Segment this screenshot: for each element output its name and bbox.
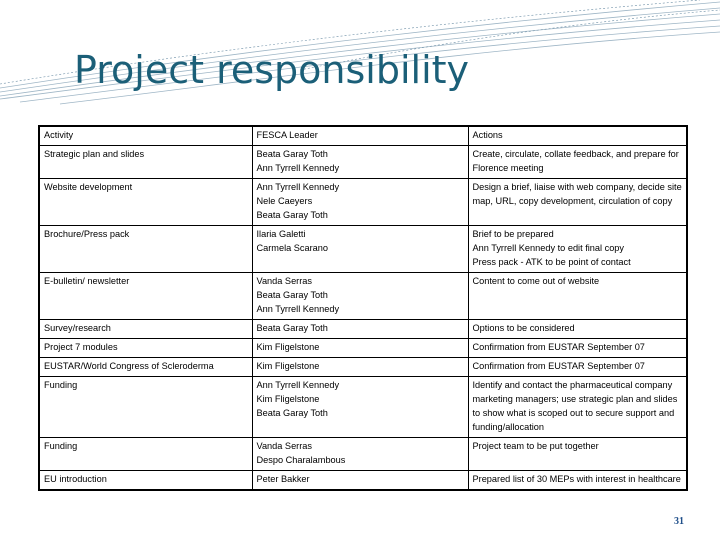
leader-name: Ilaria Galetti <box>256 229 306 239</box>
leader-cell <box>252 358 468 377</box>
activity-text: Strategic plan and slides <box>44 149 145 159</box>
actions-cell <box>468 226 687 273</box>
action-text: Identify and contact the pharmaceutical company marketing managers; use strategic plan and slides to show what is scoped out to secure support and funding/allocation <box>472 380 678 432</box>
leader-name: Beata Garay Toth <box>256 290 328 300</box>
action-text: Create, circulate, collate feedback, and prepare for Florence meeting <box>472 149 679 173</box>
leader-name: Vanda Serras <box>256 441 312 451</box>
activity-cell <box>39 438 252 471</box>
activity-text: Brochure/Press pack <box>44 229 130 239</box>
table-header-row <box>39 126 687 146</box>
leader-cell <box>252 320 468 339</box>
activity-cell <box>39 320 252 339</box>
activity-text: Survey/research <box>44 323 111 333</box>
action-text: Options to be considered <box>472 323 575 333</box>
leader-name: Kim Fligelstone <box>256 394 320 404</box>
actions-cell <box>468 377 687 438</box>
action-text: Design a brief, liaise with web company, decide site map, URL, copy development, circulation of copy <box>472 182 682 206</box>
leader-name: Ann Tyrrell Kennedy <box>256 163 340 173</box>
column-header-leader: FESCA Leader <box>252 126 468 146</box>
table-row <box>39 273 687 320</box>
activity-cell <box>39 146 252 179</box>
leader-name: Kim Fligelstone <box>256 342 320 352</box>
page-number: 31 <box>674 516 684 527</box>
activity-cell <box>39 377 252 438</box>
activity-text: E-bulletin/ newsletter <box>44 276 130 286</box>
leader-name: Ann Tyrrell Kennedy <box>256 182 340 192</box>
leader-name: Beata Garay Toth <box>256 323 328 333</box>
column-header-actions: Actions <box>468 126 687 146</box>
action-text: Ann Tyrrell Kennedy to edit final copy <box>472 243 625 253</box>
leader-cell <box>252 471 468 491</box>
actions-cell <box>468 339 687 358</box>
table-row <box>39 471 687 491</box>
leader-name: Peter Bakker <box>256 474 310 484</box>
activity-text: Project 7 modules <box>44 342 118 352</box>
action-text: Confirmation from EUSTAR September 07 <box>472 361 645 371</box>
table-row <box>39 438 687 471</box>
actions-cell <box>468 358 687 377</box>
leader-name: Beata Garay Toth <box>256 149 328 159</box>
table-row <box>39 146 687 179</box>
activity-cell <box>39 339 252 358</box>
column-header-activity: Activity <box>39 126 252 146</box>
actions-cell <box>468 146 687 179</box>
leader-cell <box>252 339 468 358</box>
leader-name: Beata Garay Toth <box>256 408 328 418</box>
actions-cell <box>468 320 687 339</box>
activity-text: Funding <box>44 380 78 390</box>
action-text: Content to come out of website <box>472 276 600 286</box>
action-text: Project team to be put together <box>472 441 599 451</box>
leader-name: Ann Tyrrell Kennedy <box>256 380 340 390</box>
actions-cell <box>468 179 687 226</box>
leader-cell <box>252 273 468 320</box>
action-text: Brief to be prepared <box>472 229 554 239</box>
action-text: Press pack - ATK to be point of contact <box>472 257 631 267</box>
action-text: Confirmation from EUSTAR September 07 <box>472 342 645 352</box>
table-row <box>39 339 687 358</box>
leader-name: Carmela Scarano <box>256 243 328 253</box>
table-row <box>39 226 687 273</box>
leader-name: Vanda Serras <box>256 276 312 286</box>
responsibility-table <box>38 125 688 491</box>
activity-cell <box>39 179 252 226</box>
table-row <box>39 358 687 377</box>
activity-text: Funding <box>44 441 78 451</box>
table-row <box>39 377 687 438</box>
activity-cell <box>39 273 252 320</box>
table-row <box>39 320 687 339</box>
leader-cell <box>252 438 468 471</box>
activity-text: Website development <box>44 182 133 192</box>
leader-name: Despo Charalambous <box>256 455 346 465</box>
leader-cell <box>252 226 468 273</box>
leader-name: Ann Tyrrell Kennedy <box>256 304 340 314</box>
leader-cell <box>252 179 468 226</box>
leader-cell <box>252 377 468 438</box>
actions-cell <box>468 273 687 320</box>
activity-cell <box>39 226 252 273</box>
leader-cell <box>252 146 468 179</box>
activity-text: EUSTAR/World Congress of Scleroderma <box>44 361 214 371</box>
leader-name: Beata Garay Toth <box>256 210 328 220</box>
table-row <box>39 179 687 226</box>
page-title: Project responsibility <box>74 48 470 92</box>
activity-cell <box>39 358 252 377</box>
actions-cell <box>468 438 687 471</box>
leader-name: Nele Caeyers <box>256 196 313 206</box>
actions-cell <box>468 471 687 491</box>
activity-text: EU introduction <box>44 474 107 484</box>
leader-name: Kim Fligelstone <box>256 361 320 371</box>
action-text: Prepared list of 30 MEPs with interest in healthcare <box>472 474 681 484</box>
activity-cell <box>39 471 252 491</box>
